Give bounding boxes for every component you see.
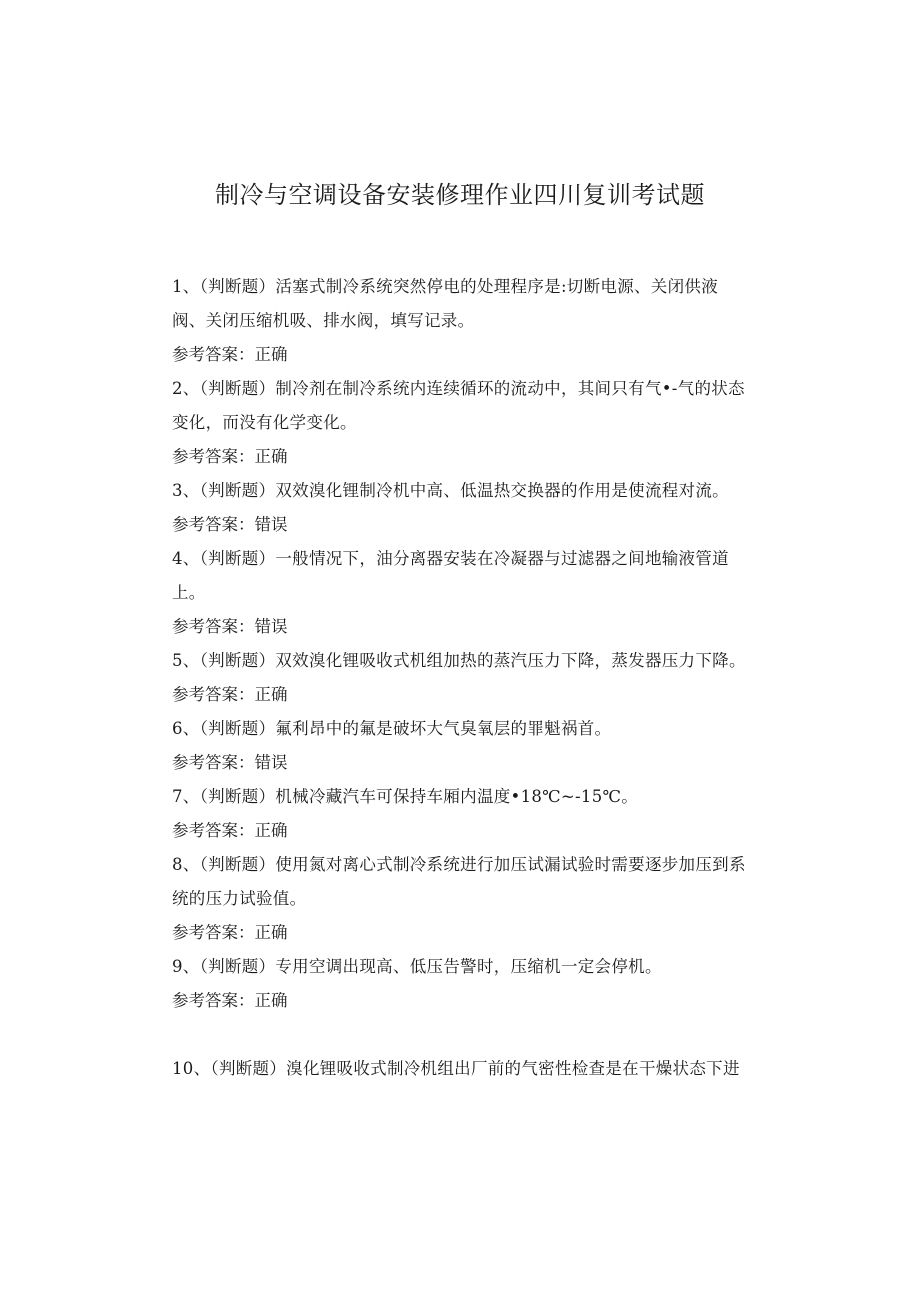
- question-text: 4、（判断题）一般情况下，油分离器安装在冷凝器与过滤器之间地输液管道上。: [172, 549, 729, 602]
- answer-value: 正确: [254, 685, 288, 704]
- question-item: [172, 270, 750, 372]
- section-spacer: [172, 1018, 750, 1052]
- answer-value: 正确: [254, 345, 288, 364]
- question-item: [172, 372, 750, 474]
- answer-value: 错误: [254, 617, 288, 636]
- question-item: [172, 542, 750, 644]
- answer-value: 错误: [254, 753, 288, 772]
- answer-label: 参考答案：: [172, 447, 255, 466]
- answer-label: 参考答案：: [172, 515, 255, 534]
- question-text: 10、（判断题）溴化锂吸收式制冷机组出厂前的气密性检查是在干燥状态下进: [172, 1059, 740, 1078]
- question-text: 8、（判断题）使用氮对离心式制冷系统进行加压试漏试验时需要逐步加压到系统的压力试验值。: [172, 855, 746, 908]
- answer-line: [172, 678, 750, 712]
- answer-line: [172, 916, 750, 950]
- question-text: 6、（判断题）氟利昂中的氟是破坏大气臭氧层的罪魁祸首。: [172, 719, 612, 738]
- answer-line: [172, 508, 750, 542]
- answer-line: [172, 338, 750, 372]
- answer-line: [172, 984, 750, 1018]
- question-item: [172, 950, 750, 1018]
- question-text: 7、（判断题）机械冷藏汽车可保持车厢内温度•18℃~-15℃。: [172, 787, 639, 806]
- answer-label: 参考答案：: [172, 991, 255, 1010]
- answer-line: [172, 440, 750, 474]
- answer-label: 参考答案：: [172, 345, 255, 364]
- question-item: [172, 780, 750, 848]
- answer-label: 参考答案：: [172, 821, 255, 840]
- question-item: [172, 644, 750, 712]
- question-item: [172, 474, 750, 542]
- answer-value: 正确: [254, 991, 288, 1010]
- question-text: 1、（判断题）活塞式制冷系统突然停电的处理程序是:切断电源、关闭供液阀、关闭压缩机吸、排水阀，填写记录。: [172, 277, 719, 330]
- answer-value: 正确: [254, 447, 288, 466]
- answer-label: 参考答案：: [172, 753, 255, 772]
- question-text: 3、（判断题）双效溴化锂制冷机中高、低温热交换器的作用是使流程对流。: [172, 481, 729, 500]
- question-list: [172, 270, 750, 1086]
- question-item: [172, 848, 750, 950]
- answer-label: 参考答案：: [172, 685, 255, 704]
- question-text: 5、（判断题）双效溴化锂吸收式机组加热的蒸汽压力下降，蒸发器压力下降。: [172, 651, 746, 670]
- question-item: [172, 1052, 750, 1086]
- question-item: [172, 712, 750, 780]
- question-text: 9、（判断题）专用空调出现高、低压告警时，压缩机一定会停机。: [172, 957, 662, 976]
- answer-label: 参考答案：: [172, 617, 255, 636]
- page-title: 制冷与空调设备安装修理作业四川复训考试题: [215, 181, 705, 209]
- question-text: 2、（判断题）制冷剂在制冷系统内连续循环的流动中，其间只有气•-气的状态变化，而没有化学变化。: [172, 379, 745, 432]
- answer-value: 正确: [254, 923, 288, 942]
- answer-line: [172, 610, 750, 644]
- answer-value: 正确: [254, 821, 288, 840]
- answer-value: 错误: [254, 515, 288, 534]
- answer-line: [172, 746, 750, 780]
- answer-line: [172, 814, 750, 848]
- answer-label: 参考答案：: [172, 923, 255, 942]
